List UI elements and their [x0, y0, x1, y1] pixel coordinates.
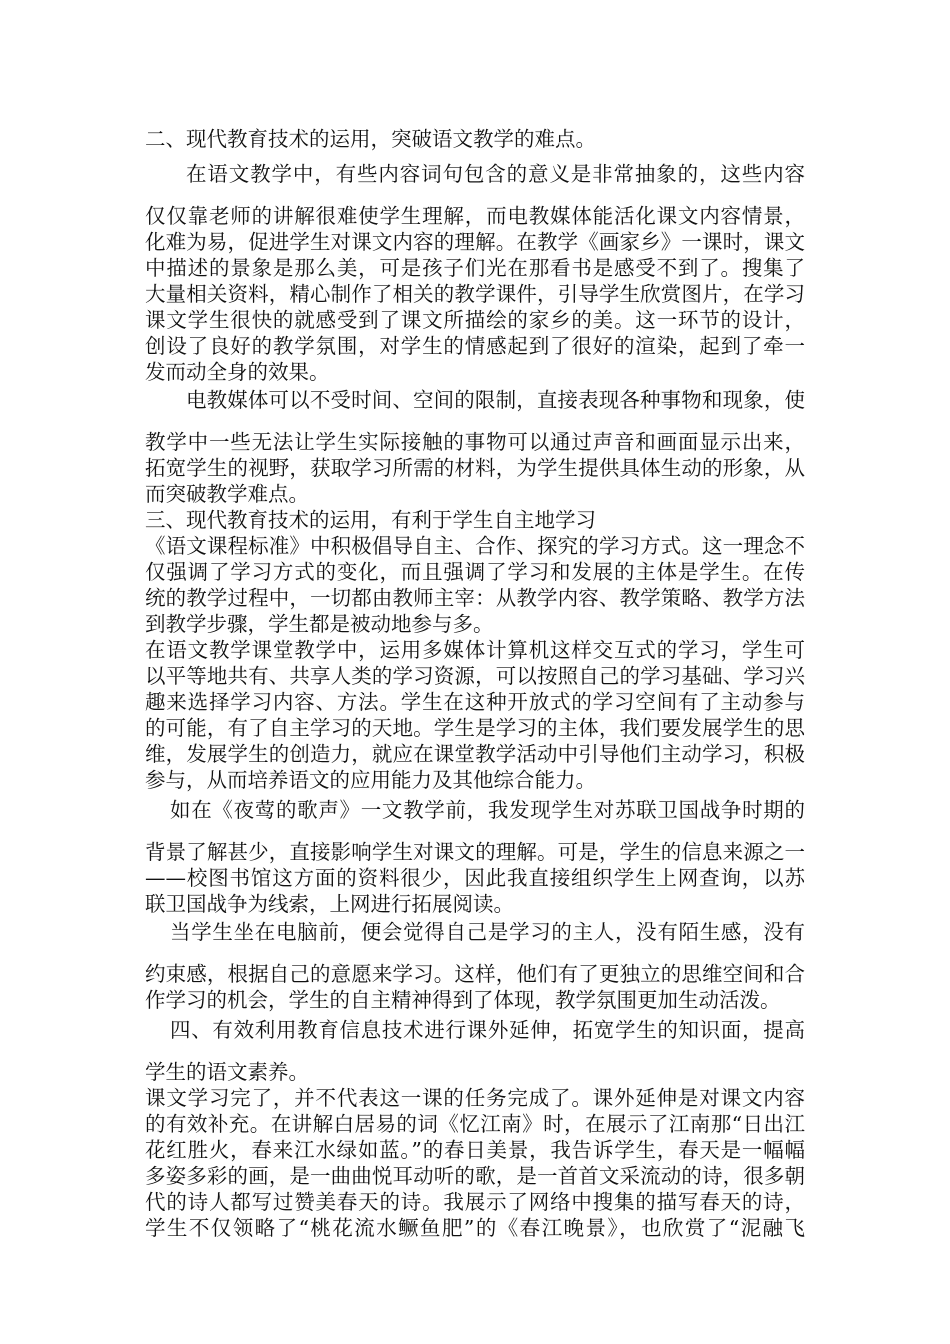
paragraph-line: 以平等地共有、共享人类的学习资源，可以按照自己的学习基础、学习兴 [145, 664, 805, 688]
paragraph-line: 维，发展学生的创造力，就应在课堂教学活动中引导他们主动学习，积极 [145, 742, 805, 766]
paragraph-line: 中描述的景象是那么美，可是孩子们光在那看书是感受不到了。搜集了 [145, 256, 805, 280]
section-heading-four-cont: 学生的语文素养。 [145, 1060, 309, 1084]
paragraph-line: 电教媒体可以不受时间、空间的限制，直接表现各种事物和现象，使 [186, 388, 805, 412]
paragraph-line: 当学生坐在电脑前，便会觉得自己是学习的主人，没有陌生感，没有 [170, 920, 805, 944]
section-heading-three: 三、现代教育技术的运用，有利于学生自主地学习 [145, 508, 596, 532]
paragraph-line: 化难为易，促进学生对课文内容的理解。在教学《画家乡》一课时，课文 [145, 230, 805, 254]
paragraph-line: 背景了解甚少，直接影响学生对课文的理解。可是，学生的信息来源之一 [145, 840, 805, 864]
paragraph-line: 到教学步骤，学生都是被动地参与多。 [145, 612, 494, 636]
paragraph-line: 大量相关资料，精心制作了相关的教学课件，引导学生欣赏图片，在学习 [145, 282, 805, 306]
paragraph-line: 发而动全身的效果。 [145, 360, 330, 384]
paragraph-line: 仅仅靠老师的讲解很难使学生理解，而电教媒体能活化课文内容情景， [145, 204, 805, 228]
paragraph-line: 多姿多彩的画，是一曲曲悦耳动听的歌，是一首首文采流动的诗，很多朝 [145, 1164, 805, 1188]
section-heading-two: 二、现代教育技术的运用，突破语文教学的难点。 [145, 127, 596, 151]
paragraph-line: 的有效补充。在讲解白居易的词《忆江南》时，在展示了江南那“日出江 [145, 1112, 805, 1136]
paragraph-line: 联卫国战争为线索，上网进行拓展阅读。 [145, 892, 514, 916]
paragraph-line: 在语文教学中，有些内容词句包含的意义是非常抽象的，这些内容 [186, 162, 805, 186]
paragraph-line: 约束感，根据自己的意愿来学习。这样，他们有了更独立的思维空间和合 [145, 962, 805, 986]
paragraph-line: ——校图书馆这方面的资料很少，因此我直接组织学生上网查询，以苏 [145, 866, 805, 890]
paragraph-line: 拓宽学生的视野，获取学习所需的材料，为学生提供具体生动的形象，从 [145, 456, 805, 480]
paragraph-line: 课文学生很快的就感受到了课文所描绘的家乡的美。这一环节的设计， [145, 308, 805, 332]
paragraph-line: 参与，从而培养语文的应用能力及其他综合能力。 [145, 768, 596, 792]
paragraph-line: 代的诗人都写过赞美春天的诗。我展示了网络中搜集的描写春天的诗， [145, 1190, 805, 1214]
paragraph-line: 教学中一些无法让学生实际接触的事物可以通过声音和画面显示出来， [145, 430, 805, 454]
paragraph-line: 而突破教学难点。 [145, 482, 309, 506]
paragraph-line: 如在《夜莺的歌声》一文教学前，我发现学生对苏联卫国战争时期的 [170, 798, 805, 822]
paragraph-line: 创设了良好的教学氛围，对学生的情感起到了很好的渲染，起到了牵一 [145, 334, 805, 358]
paragraph-line: 在语文教学课堂教学中，运用多媒体计算机这样交互式的学习，学生可 [145, 638, 805, 662]
section-heading-four: 四、有效利用教育信息技术进行课外延伸，拓宽学生的知识面，提高 [170, 1018, 805, 1042]
paragraph-line: 趣来选择学习内容、方法。学生在这种开放式的学习空间有了主动参与 [145, 690, 805, 714]
paragraph-line: 课文学习完了，并不代表这一课的任务完成了。课外延伸是对课文内容 [145, 1086, 805, 1110]
paragraph-line: 的可能，有了自主学习的天地。学生是学习的主体，我们要发展学生的思 [145, 716, 805, 740]
paragraph-line: 《语文课程标准》中积极倡导自主、合作、探究的学习方式。这一理念不 [145, 534, 805, 558]
paragraph-line: 统的教学过程中，一切都由教师主宰：从教学内容、教学策略、教学方法 [145, 586, 805, 610]
paragraph-line: 花红胜火，春来江水绿如蓝。”的春日美景，我告诉学生，春天是一幅幅 [145, 1138, 805, 1162]
paragraph-line: 学生不仅领略了“桃花流水鳜鱼肥”的《春江晚景》，也欣赏了“泥融飞 [145, 1216, 805, 1240]
paragraph-line: 仅强调了学习方式的变化，而且强调了学习和发展的主体是学生。在传 [145, 560, 805, 584]
paragraph-line: 作学习的机会，学生的自主精神得到了体现，教学氛围更加生动活泼。 [145, 988, 781, 1012]
